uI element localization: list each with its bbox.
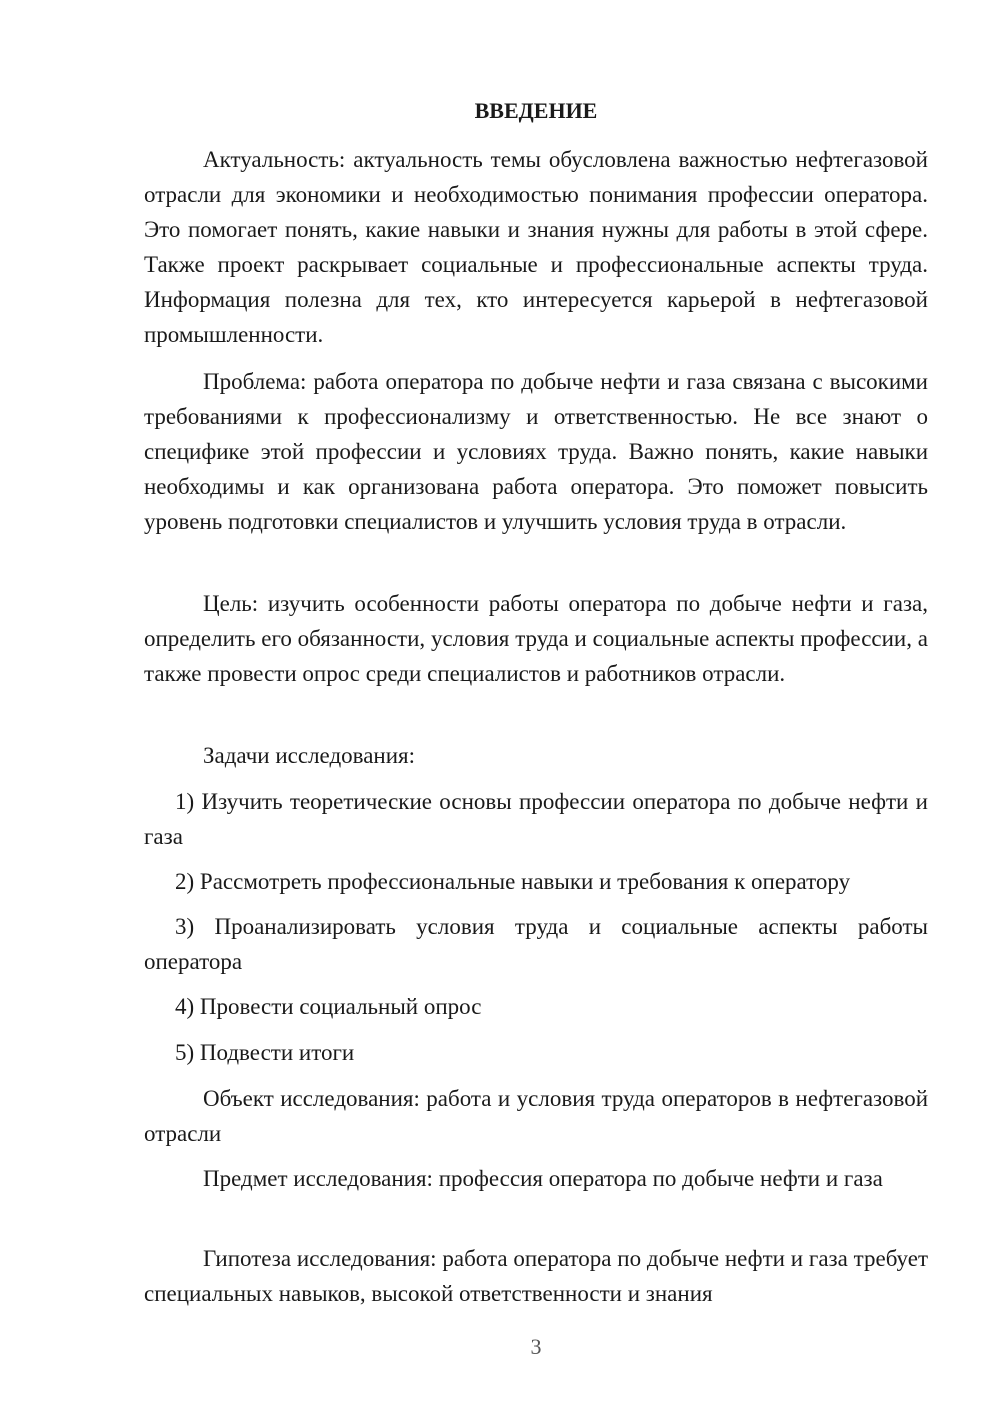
paragraph-object: Объект исследования: работа и условия труда операторов в нефтегазовой отрасли <box>144 1086 928 1146</box>
paragraph-goal: Цель: изучить особенности работы оператора по добыче нефти и газа, определить его обязанности, условия труда и социальные аспекты профессии, а также провести опрос среди специалистов и работников отрасли. <box>144 591 928 686</box>
paragraph-relevance: Актуальность: актуальность темы обусловлена важностью нефтегазовой отрасли для экономики и необходимостью понимания профессии оператора. Это помогает понять, какие навыки и знания нужны для работы в этой сфере. Также проект раскрывает социальные и профессиональные аспекты труда. Информация полезна для тех, кто интересуется карьерой в нефтегазовой промышленности. <box>144 147 928 347</box>
page-number: 3 <box>530 1334 542 1359</box>
task-item-1: 1) Изучить теоретические основы профессии оператора по добыче нефти и газа <box>144 789 928 849</box>
paragraph-subject: Предмет исследования: профессия оператора по добыче нефти и газа <box>203 1166 883 1191</box>
paragraph-hypothesis: Гипотеза исследования: работа оператора по добыче нефти и газа требует специальных навыков, высокой ответственности и знания <box>144 1246 928 1306</box>
task-item-4: 4) Провести социальный опрос <box>175 994 482 1019</box>
paragraph-problem: Проблема: работа оператора по добыче нефти и газа связана с высокими требованиями к профессионализму и ответственностью. Не все знают о специфике этой профессии и условиях труда. Важно понять, какие навыки необходимы и как организована работа оператора. Это поможет повысить уровень подготовки специалистов и улучшить условия труда в отрасли. <box>144 369 928 534</box>
task-item-2: 2) Рассмотреть профессиональные навыки и требования к оператору <box>175 869 851 894</box>
page-title: ВВЕДЕНИЕ <box>474 98 598 123</box>
tasks-heading: Задачи исследования: <box>203 743 416 768</box>
task-item-5: 5) Подвести итоги <box>175 1040 355 1065</box>
task-item-3: 3) Проанализировать условия труда и социальные аспекты работы оператора <box>144 914 928 974</box>
